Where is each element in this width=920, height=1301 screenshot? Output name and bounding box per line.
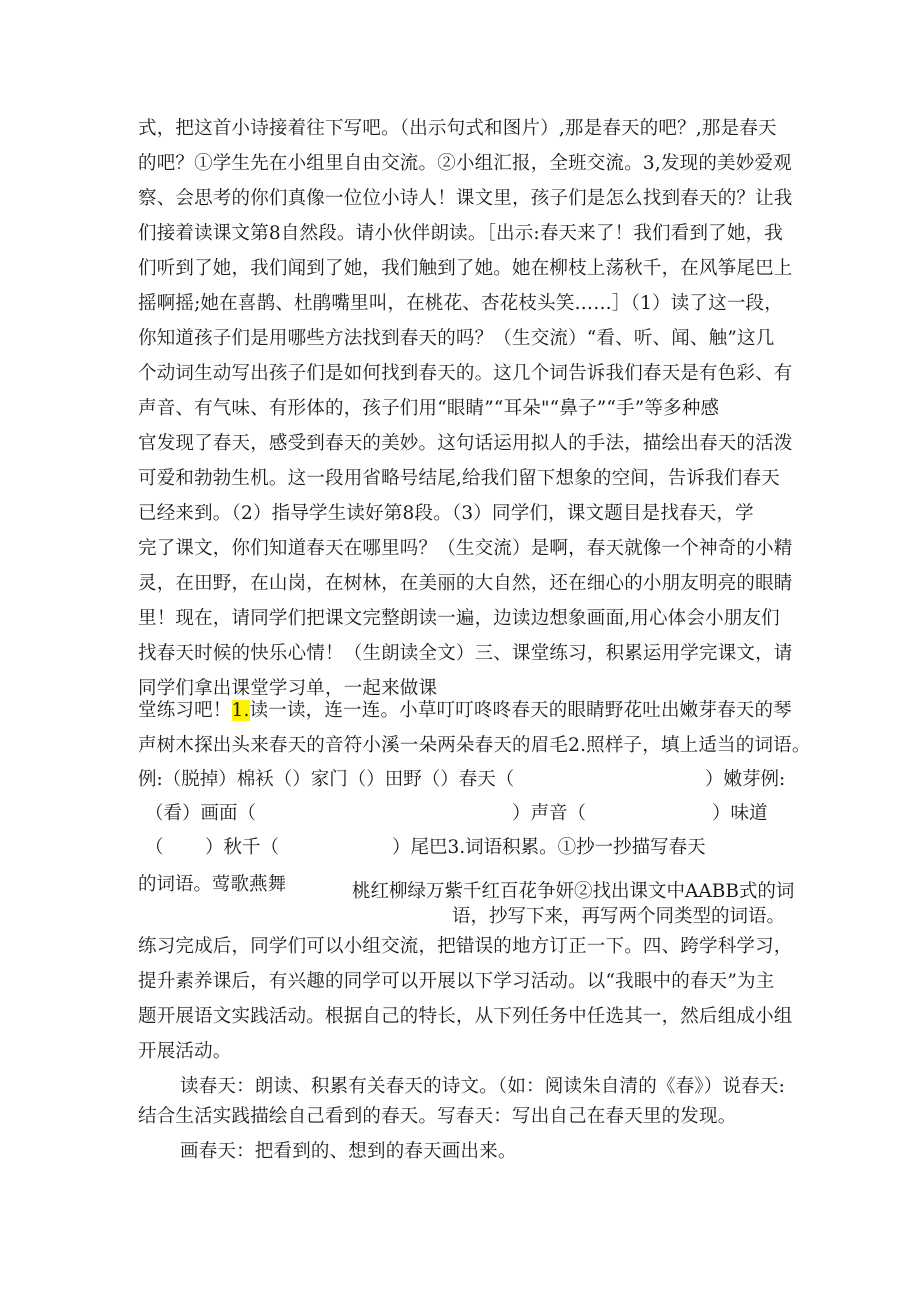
paragraph-line: 题开展语文实践活动。根据自己的特长，从下列任务中任选其一，然后组成小组 bbox=[138, 1006, 793, 1027]
paragraph-line: 察、会思考的你们真像一位位小诗人！课文里，孩子们是怎么找到春天的？让我 bbox=[138, 188, 793, 209]
exercise-line bbox=[138, 698, 792, 724]
fill-blank-text: ）嫩芽例: bbox=[705, 769, 786, 790]
paragraph-line: 同学们拿出课堂学习单，一起来做课 bbox=[138, 678, 438, 699]
fill-blank-text: ）秋千（ bbox=[205, 837, 280, 858]
paragraph-line: 式，把这首小诗接着往下写吧。（出示句式和图片）,那是春天的吧？,那是春天 bbox=[138, 118, 777, 139]
exercise-line: 桃红柳绿万紫千红百花争妍②找出课文中AABB式的词 bbox=[352, 881, 795, 902]
paragraph-line: 们听到了她，我们闻到了她，我们触到了她。她在柳枝上荡秋千，在风筝尾巴上 bbox=[138, 258, 793, 279]
paragraph-line: 已经来到。（2）指导学生读好第8段。（3）同学们，课文题目是找春天，学 bbox=[138, 503, 754, 524]
fill-blank-text: （ bbox=[145, 837, 164, 858]
fill-blank-text: （看）画面（ bbox=[145, 803, 257, 824]
paragraph-line: 完了课文，你们知道春天在哪里吗？（生交流）是啊，春天就像一个神奇的小精 bbox=[138, 538, 793, 559]
exercise-line: 的词语。莺歌燕舞 bbox=[138, 874, 287, 895]
exercise-line: 声树木探出头来春天的音符小溪一朵两朵春天的眉毛2.照样子，填上适当的词语。 bbox=[138, 735, 811, 756]
exercise-line: 语，抄写下来，再写两个同类型的词语。 bbox=[452, 906, 786, 927]
exercise-text: 读一读，连一连。小草叮叮咚咚春天的眼睛野花吐出嫩芽春天的琴 bbox=[249, 700, 792, 721]
paragraph-line: 你知道孩子们是用哪些方法找到春天的吗？（生交流）“看、听、闻、触”这几 bbox=[138, 328, 775, 349]
fill-blank-text: ）尾巴3.词语积累。①抄一抄描写春天 bbox=[392, 837, 706, 858]
fill-blank-text: 例:（脱掉）棉袄（）家门（）田野（）春天（ bbox=[138, 769, 515, 790]
paragraph-line: 里！现在，请同学们把课文完整朗读一遍，边读边想象画面,用心体会小朋友们 bbox=[138, 608, 780, 629]
paragraph-line: 找春天时候的快乐心情！（生朗读全文）三、课堂练习，积累运用学完课文，请 bbox=[138, 643, 793, 664]
fill-blank-text: ）声音（ bbox=[512, 803, 587, 824]
exercise-intro: 堂练习吧！ bbox=[138, 700, 232, 721]
task-line: 读春天：朗读、积累有关春天的诗文。（如：阅读朱自清的《春》）说春天: bbox=[180, 1076, 786, 1097]
paragraph-line: 声音、有气味、有形体的，孩子们用“眼睛”“耳朵"“鼻子”“手”等多种感 bbox=[138, 398, 720, 419]
paragraph-line: 开展活动。 bbox=[138, 1041, 232, 1062]
paragraph-line: 可爱和勃勃生机。这一段用省略号结尾,给我们留下想象的空间，告诉我们春天 bbox=[138, 468, 780, 489]
task-line: 画春天：把看到的、想到的春天画出来。 bbox=[180, 1141, 517, 1162]
paragraph-line: 官发现了春天，感受到春天的美妙。这句话运用拟人的手法，描绘出春天的活泼 bbox=[138, 433, 793, 454]
task-line: 结合生活实践描绘自己看到的春天。写春天：写出自己在春天里的发现。 bbox=[138, 1106, 737, 1127]
paragraph-line: 练习完成后，同学们可以小组交流，把错误的地方订正一下。四、跨学科学习， bbox=[138, 936, 793, 957]
paragraph-line: 的吧？①学生先在小组里自由交流。②小组汇报，全班交流。3,发现的美妙爱观 bbox=[138, 153, 792, 174]
fill-blank-text: ）味道 bbox=[712, 803, 768, 824]
paragraph-line: 个动词生动写出孩子们是如何找到春天的。这几个词告诉我们春天是有色彩、有 bbox=[138, 363, 793, 384]
paragraph-line: 提升素养课后，有兴趣的同学可以开展以下学习活动。以“我眼中的春天”为主 bbox=[138, 971, 775, 992]
highlighted-number: 1. bbox=[231, 700, 250, 721]
paragraph-line: 们接着读课文第8自然段。请小伙伴朗读。［出示:春天来了！我们看到了她，我 bbox=[138, 223, 783, 244]
paragraph-line: 摇啊摇;她在喜鹊、杜鹃嘴里叫，在桃花、杏花枝头笑……］（1）读了这一段， bbox=[138, 293, 783, 314]
paragraph-line: 灵，在田野，在山岗，在树林，在美丽的大自然，还在细心的小朋友明亮的眼睛 bbox=[138, 573, 793, 594]
